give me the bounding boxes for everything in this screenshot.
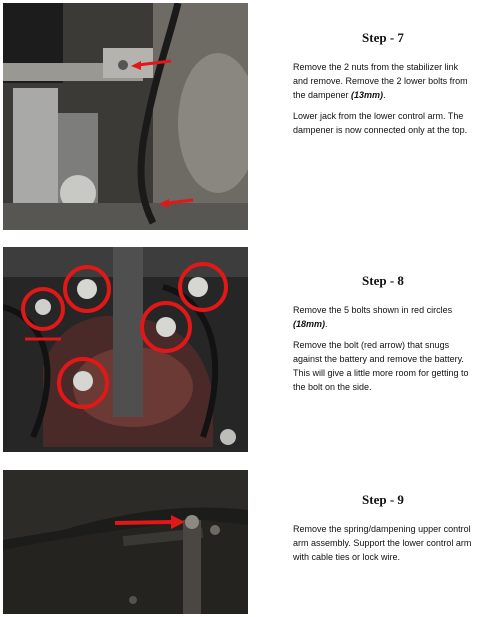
- step-7-photo: [3, 3, 248, 230]
- step-7-p1-after: .: [383, 90, 386, 100]
- step-8-p1-after: .: [325, 319, 328, 329]
- step-7-paragraph-2: Lower jack from the lower control arm. The dampener is now connected only at the top.: [293, 111, 468, 135]
- step-7-title: Step - 7: [362, 30, 404, 45]
- step-9-section: [293, 492, 473, 571]
- step-7-section: [293, 30, 473, 144]
- step-9-photo: [3, 470, 248, 614]
- step-9-paragraph-1: Remove the spring/dampening upper control arm assembly. Support the lower control arm with cable ties or lock wire.: [293, 524, 472, 562]
- step-8-p1-emphasis: (18mm): [293, 319, 326, 329]
- step-8-p1-text: Remove the 5 bolts shown in red circles: [293, 305, 453, 315]
- step-7-p1-text: Remove the 2 nuts from the stabilizer link and remove. Remove the 2 lower bolts from the dampener: [293, 62, 468, 100]
- step-8-photo: [3, 247, 248, 452]
- step-8-paragraph-1: [293, 303, 473, 331]
- step-8-section: [293, 273, 473, 401]
- step-7-paragraph-1: [293, 60, 473, 102]
- step-8-paragraph-2: Remove the bolt (red arrow) that snugs against the battery and remove the battery. This will give a little more room for getting to the bolt on the side.: [293, 340, 469, 392]
- step-7-p1-emphasis: (13mm): [351, 90, 384, 100]
- step-8-title: Step - 8: [362, 273, 404, 288]
- step-9-title: Step - 9: [362, 492, 404, 507]
